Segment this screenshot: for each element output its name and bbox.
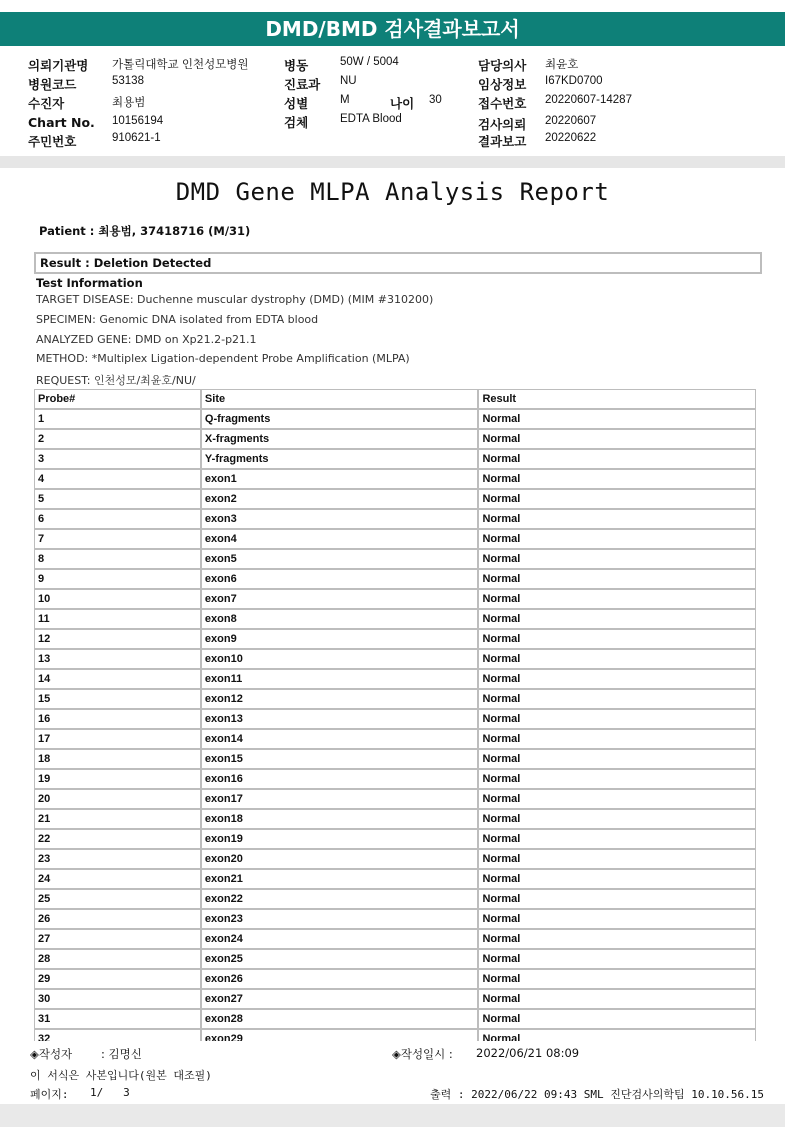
result-summary: Result : Deletion Detected xyxy=(34,252,762,274)
info-specimen: SPECIMEN: Genomic DNA isolated from EDTA blood xyxy=(36,313,319,326)
probe-number-cell: 30 xyxy=(34,989,201,1009)
probe-result-cell: Normal xyxy=(478,749,756,769)
probe-result-cell: Normal xyxy=(478,909,756,929)
probe-result-cell: Normal xyxy=(478,709,756,729)
table-row xyxy=(34,809,756,829)
copy-note: 이 서식은 사본입니다(원본 대조필) xyxy=(30,1069,212,1082)
probe-site-cell: exon13 xyxy=(201,709,479,729)
probe-site-cell: exon28 xyxy=(201,1009,479,1029)
probe-site-cell: exon26 xyxy=(201,969,479,989)
probe-number-cell: 10 xyxy=(34,589,201,609)
table-row xyxy=(34,649,756,669)
probe-result-cell: Normal xyxy=(478,809,756,829)
probe-result-cell: Normal xyxy=(478,989,756,1009)
probe-result-cell: Normal xyxy=(478,409,756,429)
table-row xyxy=(34,929,756,949)
probe-site-cell: exon17 xyxy=(201,789,479,809)
probe-site-cell: exon21 xyxy=(201,869,479,889)
probe-number-cell: 12 xyxy=(34,629,201,649)
info-method: METHOD: *Multiplex Ligation-dependent Probe Amplification (MLPA) xyxy=(36,352,410,365)
probe-number-cell: 15 xyxy=(34,689,201,709)
column-header-site: Site xyxy=(201,389,479,409)
header-value-resident-number: 910621-1 xyxy=(112,132,161,144)
probe-number-cell: 9 xyxy=(34,569,201,589)
probe-site-cell: exon8 xyxy=(201,609,479,629)
table-row xyxy=(34,629,756,649)
header-value-test-request: 20220607 xyxy=(545,115,597,127)
probe-number-cell: 31 xyxy=(34,1009,201,1029)
header-label-specimen: 검체 xyxy=(284,115,309,130)
section-divider xyxy=(0,156,785,168)
probe-number-cell: 14 xyxy=(34,669,201,689)
table-row xyxy=(34,709,756,729)
probe-result-cell: Normal xyxy=(478,729,756,749)
header-value-ward: 50W / 5004 xyxy=(340,56,399,68)
patient-line: Patient : 최용범, 37418716 (M/31) xyxy=(39,224,251,238)
table-row xyxy=(34,1029,756,1041)
probe-number-cell: 21 xyxy=(34,809,201,829)
column-header-probe: Probe# xyxy=(34,389,201,409)
header-value-physician: 최윤호 xyxy=(545,59,579,71)
probe-number-cell: 24 xyxy=(34,869,201,889)
probe-number-cell: 28 xyxy=(34,949,201,969)
header-value-patient: 최용범 xyxy=(112,97,146,109)
column-header-result: Result xyxy=(478,389,756,409)
probe-number-cell: 16 xyxy=(34,709,201,729)
header-value-clinical-info: I67KD0700 xyxy=(545,75,603,87)
header-label-patient: 수진자 xyxy=(28,96,65,111)
probe-site-cell: X-fragments xyxy=(201,429,479,449)
probe-number-cell: 7 xyxy=(34,529,201,549)
probe-site-cell: exon4 xyxy=(201,529,479,549)
probe-number-cell: 29 xyxy=(34,969,201,989)
probe-number-cell: 18 xyxy=(34,749,201,769)
probe-number-cell: 32 xyxy=(34,1029,201,1041)
probe-site-cell: exon15 xyxy=(201,749,479,769)
report-banner-title: DMD/BMD 검사결과보고서 xyxy=(0,12,785,46)
probe-result-cell: Normal xyxy=(478,1029,756,1041)
header-value-department: NU xyxy=(340,75,357,87)
probe-result-cell: Normal xyxy=(478,889,756,909)
table-row xyxy=(34,449,756,469)
info-analyzed-gene: ANALYZED GENE: DMD on Xp21.2-p21.1 xyxy=(36,333,257,346)
header-value-sex: M xyxy=(340,94,350,106)
probe-result-cell: Normal xyxy=(478,529,756,549)
probe-number-cell: 11 xyxy=(34,609,201,629)
report-title: DMD Gene MLPA Analysis Report xyxy=(175,178,610,206)
probe-result-cell: Normal xyxy=(478,949,756,969)
probe-result-cell: Normal xyxy=(478,469,756,489)
header-label-ward: 병동 xyxy=(284,58,309,73)
test-information-heading: Test Information xyxy=(36,276,143,290)
header-label-chart-no: Chart No. xyxy=(28,115,95,130)
header-label-test-request: 검사의뢰 xyxy=(478,117,527,132)
probe-result-cell: Normal xyxy=(478,449,756,469)
probe-result-cell: Normal xyxy=(478,609,756,629)
table-row xyxy=(34,909,756,929)
table-row xyxy=(34,589,756,609)
probe-site-cell: exon11 xyxy=(201,669,479,689)
probe-site-cell: exon9 xyxy=(201,629,479,649)
probe-result-cell: Normal xyxy=(478,669,756,689)
header-label-physician: 담당의사 xyxy=(478,58,527,73)
probe-site-cell: exon5 xyxy=(201,549,479,569)
author-label: ◈작성자 xyxy=(30,1047,73,1061)
header-label-hospital-code: 병원코드 xyxy=(28,77,77,92)
probe-number-cell: 4 xyxy=(34,469,201,489)
probe-result-cell: Normal xyxy=(478,549,756,569)
header-label-sex: 성별 xyxy=(284,96,309,111)
probe-site-cell: exon12 xyxy=(201,689,479,709)
bottom-band xyxy=(0,1104,785,1127)
probe-number-cell: 19 xyxy=(34,769,201,789)
probe-site-cell: exon6 xyxy=(201,569,479,589)
header-label-requesting-institution: 의뢰기관명 xyxy=(28,58,89,73)
info-request: REQUEST: 인천성모/최윤호/NU/ xyxy=(36,374,196,387)
probe-number-cell: 23 xyxy=(34,849,201,869)
probe-site-cell: exon3 xyxy=(201,509,479,529)
probe-site-cell: exon14 xyxy=(201,729,479,749)
table-row xyxy=(34,529,756,549)
table-header-row xyxy=(34,389,756,409)
table-row xyxy=(34,569,756,589)
probe-result-cell: Normal xyxy=(478,789,756,809)
top-strip xyxy=(0,0,785,12)
probe-number-cell: 5 xyxy=(34,489,201,509)
page-label: 페이지: xyxy=(30,1088,69,1101)
table-row xyxy=(34,509,756,529)
probe-number-cell: 27 xyxy=(34,929,201,949)
print-info: 출력 : 2022/06/22 09:43 SML 진단검사의학팀 10.10.56.15 xyxy=(430,1088,765,1101)
probe-number-cell: 22 xyxy=(34,829,201,849)
probe-result-cell: Normal xyxy=(478,849,756,869)
probe-site-cell: exon23 xyxy=(201,909,479,929)
probe-site-cell: exon7 xyxy=(201,589,479,609)
table-row xyxy=(34,669,756,689)
probe-site-cell: exon1 xyxy=(201,469,479,489)
probe-site-cell: Y-fragments xyxy=(201,449,479,469)
table-row xyxy=(34,949,756,969)
probe-number-cell: 25 xyxy=(34,889,201,909)
probe-number-cell: 1 xyxy=(34,409,201,429)
probe-site-cell: exon16 xyxy=(201,769,479,789)
probe-site-cell: exon24 xyxy=(201,929,479,949)
probe-site-cell: exon10 xyxy=(201,649,479,669)
written-date-label: ◈작성일시 : xyxy=(392,1047,453,1061)
page-number: 1/ 3 xyxy=(90,1086,130,1099)
probe-result-cell: Normal xyxy=(478,829,756,849)
header-value-accession-no: 20220607-14287 xyxy=(545,94,632,106)
probe-site-cell: exon20 xyxy=(201,849,479,869)
header-value-requesting-institution: 가톨릭대학교 인천성모병원 xyxy=(112,59,249,71)
probe-result-cell: Normal xyxy=(478,929,756,949)
probe-table-viewport[interactable] xyxy=(0,389,785,1041)
header-label-result-report: 결과보고 xyxy=(478,134,527,149)
header-value-result-report: 20220622 xyxy=(545,132,597,144)
table-row xyxy=(34,729,756,749)
probe-number-cell: 6 xyxy=(34,509,201,529)
table-row xyxy=(34,489,756,509)
probe-result-cell: Normal xyxy=(478,689,756,709)
author-value: : 김명신 xyxy=(101,1047,142,1061)
header-label-resident-number: 주민번호 xyxy=(28,134,77,149)
probe-site-cell: exon25 xyxy=(201,949,479,969)
table-row xyxy=(34,609,756,629)
probe-table-body xyxy=(34,409,756,1041)
table-row xyxy=(34,849,756,869)
probe-result-cell: Normal xyxy=(478,869,756,889)
table-row xyxy=(34,409,756,429)
probe-number-cell: 8 xyxy=(34,549,201,569)
written-date-value: 2022/06/21 08:09 xyxy=(476,1046,580,1060)
probe-site-cell: exon2 xyxy=(201,489,479,509)
probe-result-cell: Normal xyxy=(478,969,756,989)
probe-site-cell: exon19 xyxy=(201,829,479,849)
header-label-department: 진료과 xyxy=(284,77,321,92)
table-row xyxy=(34,549,756,569)
table-row xyxy=(34,469,756,489)
header-value-chart-no: 10156194 xyxy=(112,115,164,127)
header-label-clinical-info: 임상정보 xyxy=(478,77,527,92)
table-row xyxy=(34,989,756,1009)
header-info xyxy=(0,52,785,156)
table-row xyxy=(34,749,756,769)
probe-result-cell: Normal xyxy=(478,769,756,789)
table-row xyxy=(34,889,756,909)
probe-number-cell: 17 xyxy=(34,729,201,749)
probe-result-cell: Normal xyxy=(478,589,756,609)
probe-result-cell: Normal xyxy=(478,1009,756,1029)
probe-result-cell: Normal xyxy=(478,649,756,669)
table-row xyxy=(34,829,756,849)
probe-number-cell: 13 xyxy=(34,649,201,669)
probe-result-cell: Normal xyxy=(478,569,756,589)
probe-number-cell: 26 xyxy=(34,909,201,929)
table-row xyxy=(34,429,756,449)
header-value-hospital-code: 53138 xyxy=(112,75,144,87)
table-row xyxy=(34,869,756,889)
table-row xyxy=(34,769,756,789)
probe-result-cell: Normal xyxy=(478,489,756,509)
probe-number-cell: 20 xyxy=(34,789,201,809)
probe-site-cell: exon29 xyxy=(201,1029,479,1041)
probe-site-cell: Q-fragments xyxy=(201,409,479,429)
probe-site-cell: exon27 xyxy=(201,989,479,1009)
probe-result-cell: Normal xyxy=(478,509,756,529)
probe-result-cell: Normal xyxy=(478,629,756,649)
probe-site-cell: exon22 xyxy=(201,889,479,909)
header-label-accession-no: 접수번호 xyxy=(478,96,527,111)
table-row xyxy=(34,1009,756,1029)
header-value-specimen: EDTA Blood xyxy=(340,113,402,125)
probe-number-cell: 2 xyxy=(34,429,201,449)
table-row xyxy=(34,689,756,709)
table-row xyxy=(34,789,756,809)
header-label-age: 나이 xyxy=(390,96,415,111)
info-target-disease: TARGET DISEASE: Duchenne muscular dystrophy (DMD) (MIM #310200) xyxy=(36,293,434,306)
probe-table xyxy=(34,389,756,1041)
table-row xyxy=(34,969,756,989)
probe-number-cell: 3 xyxy=(34,449,201,469)
probe-site-cell: exon18 xyxy=(201,809,479,829)
probe-result-cell: Normal xyxy=(478,429,756,449)
header-value-age: 30 xyxy=(429,94,442,106)
